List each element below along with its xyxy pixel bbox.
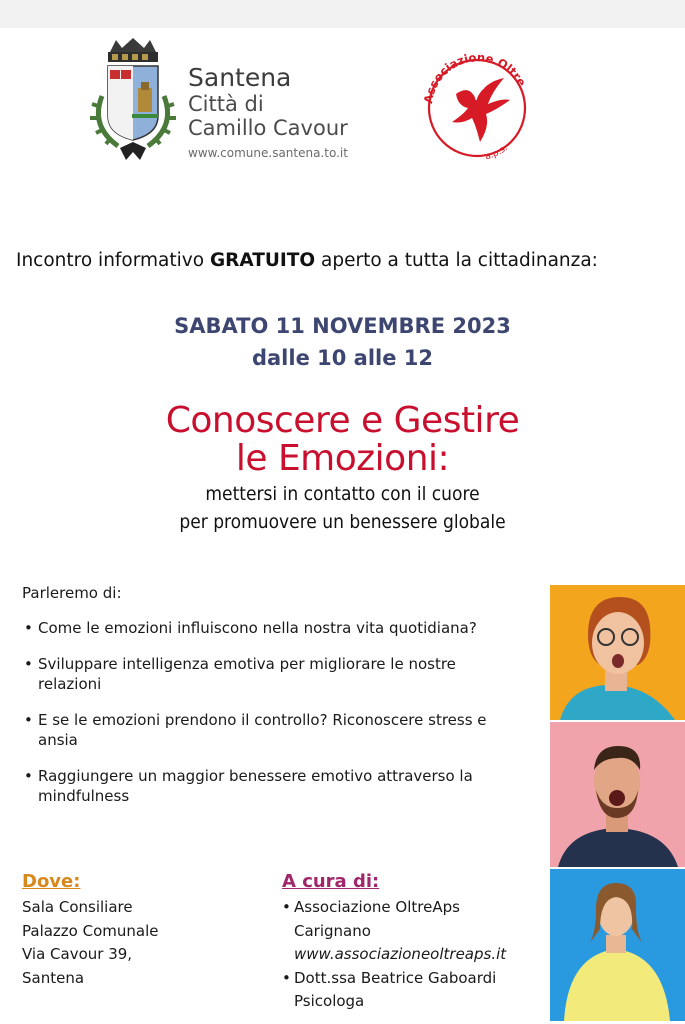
- citta-di-line: Città di: [188, 92, 264, 116]
- associazione-oltre-logo: [418, 34, 536, 172]
- santena-title: Santena: [188, 63, 292, 92]
- curated-list: [282, 896, 522, 1014]
- intro-before: Incontro informativo: [16, 250, 210, 271]
- where-line: Santena: [22, 968, 85, 987]
- oltre-aps-text: a.p.s.: [484, 143, 510, 163]
- event-date: SABATO 11 NOVEMBRE 2023: [174, 314, 511, 338]
- top-bar: [0, 0, 685, 28]
- event-date-block: [0, 312, 685, 376]
- photo-surprised-woman: [550, 585, 685, 720]
- photo-worried-woman: [550, 869, 685, 1021]
- photo-shouting-man: [550, 722, 685, 867]
- event-time: dalle 10 alle 12: [251, 346, 434, 370]
- santena-crest-logo: [88, 36, 178, 166]
- where-line: Sala Consiliare: [22, 898, 133, 916]
- subtitle-line-1: mettersi in contatto con il cuore: [205, 483, 480, 505]
- curated-by-section: [282, 872, 522, 1014]
- municipality-website[interactable]: www.comune.santena.to.it: [188, 146, 348, 160]
- curated-role: Psicologa: [294, 992, 365, 1010]
- intro-line: [16, 250, 676, 271]
- where-line: Palazzo Comunale: [22, 921, 159, 940]
- municipality-name: [188, 64, 348, 160]
- topic-item: • Sviluppare intelligenza emotiva per migliorare le nostre relazioni: [22, 654, 498, 694]
- subtitle-line-2: per promuovere un benessere globale: [179, 511, 506, 533]
- topic-item: • Raggiungere un maggior benessere emotivo attraverso la mindfulness: [22, 766, 518, 806]
- event-title-block: [0, 402, 685, 534]
- where-heading: Dove:: [22, 871, 81, 892]
- topics-list: [22, 618, 542, 806]
- svg-text:Associazione Oltre: [421, 50, 529, 104]
- topics-label: Parleremo di:: [22, 584, 122, 602]
- curated-person-item: [282, 967, 522, 1014]
- curated-heading: A cura di:: [282, 871, 380, 892]
- title-line-2: le Emozioni:: [235, 438, 450, 479]
- title-line-1: Conoscere e Gestire: [165, 400, 520, 441]
- curated-org-item: [282, 896, 522, 967]
- where-line: Via Cavour 39,: [22, 945, 133, 963]
- where-section: [22, 872, 252, 990]
- camillo-cavour-line: Camillo Cavour: [188, 116, 348, 140]
- intro-free: GRATUITO: [209, 250, 316, 271]
- curated-org: • Associazione OltreAps Carignano: [294, 898, 460, 940]
- topic-item: • Come le emozioni influiscono nella nostra vita quotidiana?: [22, 618, 518, 638]
- topics-section: [22, 584, 542, 822]
- curated-person: • Dott.ssa Beatrice Gaboardi: [294, 968, 497, 987]
- topic-item: • E se le emozioni prendono il controllo? Riconoscere stress e ansia: [22, 710, 518, 750]
- intro-after: aperto a tutta la cittadinanza:: [315, 250, 598, 271]
- oltre-arc-text: Associazione Oltre: [421, 50, 530, 105]
- curated-org-website[interactable]: www.associazioneoltreaps.it: [294, 945, 507, 963]
